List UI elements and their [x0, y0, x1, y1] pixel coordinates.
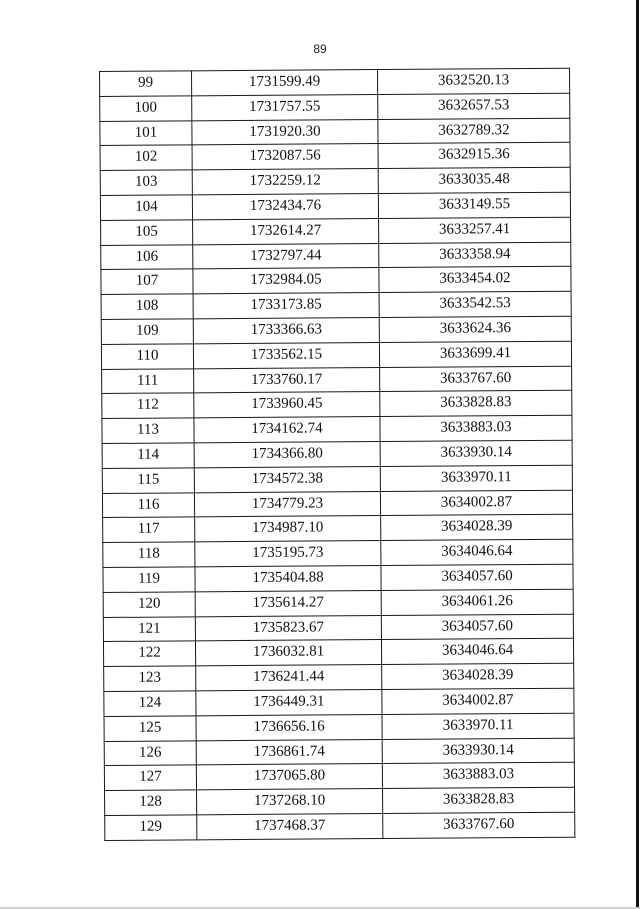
table-row: [100, 118, 570, 146]
table-row: [105, 787, 575, 815]
point-number-cell: 123: [104, 666, 196, 691]
point-number-cell: 128: [105, 790, 197, 815]
point-number-cell: 127: [104, 765, 196, 790]
coordinate-table: [99, 68, 575, 841]
point-number-cell: 108: [101, 294, 193, 319]
point-number-cell: 114: [102, 443, 194, 468]
x-coordinate-cell: 1736861.74: [196, 739, 382, 765]
x-coordinate-cell: 1736032.81: [195, 640, 381, 666]
table-row: [100, 192, 570, 220]
y-coordinate-cell: 3632789.32: [378, 118, 570, 144]
x-coordinate-cell: 1737468.37: [197, 813, 383, 839]
y-coordinate-cell: 3633257.41: [379, 217, 571, 243]
x-coordinate-cell: 1735195.73: [195, 541, 381, 567]
y-coordinate-cell: 3634061.26: [381, 589, 573, 615]
point-number-cell: 115: [102, 468, 194, 493]
x-coordinate-cell: 1735404.88: [195, 565, 381, 591]
y-coordinate-cell: 3633149.55: [378, 192, 570, 218]
point-number-cell: 100: [100, 96, 192, 121]
table-row: [102, 465, 572, 493]
x-coordinate-cell: 1737268.10: [197, 789, 383, 815]
x-coordinate-cell: 1732434.76: [192, 194, 378, 220]
point-number-cell: 102: [100, 145, 192, 170]
y-coordinate-cell: 3632520.13: [377, 68, 569, 94]
point-number-cell: 111: [102, 368, 194, 393]
table-row: [100, 93, 570, 121]
y-coordinate-cell: 3633454.02: [379, 267, 571, 293]
point-number-cell: 118: [103, 542, 195, 567]
y-coordinate-cell: 3633767.60: [380, 366, 572, 392]
x-coordinate-cell: 1734366.80: [194, 441, 380, 467]
table-row: [101, 341, 571, 369]
point-number-cell: 101: [100, 120, 192, 145]
y-coordinate-cell: 3634046.64: [381, 539, 573, 565]
point-number-cell: 122: [103, 641, 195, 666]
x-coordinate-cell: 1733562.15: [193, 342, 379, 368]
point-number-cell: 105: [101, 220, 193, 245]
point-number-cell: 124: [104, 691, 196, 716]
y-coordinate-cell: 3633970.11: [382, 713, 574, 739]
x-coordinate-cell: 1736656.16: [196, 714, 382, 740]
point-number-cell: 120: [103, 592, 195, 617]
y-coordinate-cell: 3633767.60: [383, 812, 575, 838]
x-coordinate-cell: 1732797.44: [193, 243, 379, 269]
x-coordinate-cell: 1733366.63: [193, 318, 379, 344]
x-coordinate-cell: 1731757.55: [192, 94, 378, 120]
table-row: [104, 713, 574, 741]
x-coordinate-cell: 1734779.23: [194, 491, 380, 517]
table-row: [103, 539, 573, 567]
table-row: [100, 68, 570, 96]
y-coordinate-cell: 3633970.11: [380, 465, 572, 491]
x-coordinate-cell: 1736449.31: [196, 689, 382, 715]
table-row: [103, 564, 573, 592]
point-number-cell: 126: [104, 740, 196, 765]
table-row: [101, 291, 571, 319]
page-number: 89: [313, 42, 327, 56]
x-coordinate-cell: 1731599.49: [192, 70, 378, 96]
x-coordinate-cell: 1736241.44: [196, 665, 382, 691]
x-coordinate-cell: 1733960.45: [194, 392, 380, 418]
x-coordinate-cell: 1734572.38: [194, 466, 380, 492]
point-number-cell: 110: [101, 344, 193, 369]
y-coordinate-cell: 3634046.64: [381, 639, 573, 665]
table-row: [102, 391, 572, 419]
x-coordinate-cell: 1734987.10: [195, 516, 381, 542]
table-row: [100, 167, 570, 195]
table-row: [101, 217, 571, 245]
point-number-cell: 109: [101, 319, 193, 344]
table-row: [103, 639, 573, 667]
x-coordinate-cell: 1733173.85: [193, 293, 379, 319]
point-number-cell: 129: [105, 815, 197, 840]
y-coordinate-cell: 3633883.03: [380, 415, 572, 441]
table-row: [103, 589, 573, 617]
table-row: [105, 812, 575, 840]
y-coordinate-cell: 3633035.48: [378, 167, 570, 193]
table-row: [102, 366, 572, 394]
scan-edge-right: [636, 0, 639, 909]
x-coordinate-cell: 1732259.12: [192, 169, 378, 195]
table-row: [103, 515, 573, 543]
point-number-cell: 113: [102, 418, 194, 443]
y-coordinate-cell: 3634028.39: [382, 663, 574, 689]
point-number-cell: 107: [101, 269, 193, 294]
x-coordinate-cell: 1732087.56: [192, 144, 378, 170]
coordinate-table-body: [100, 68, 575, 840]
y-coordinate-cell: 3634002.87: [380, 490, 572, 516]
point-number-cell: 99: [100, 71, 192, 96]
x-coordinate-cell: 1732614.27: [193, 218, 379, 244]
y-coordinate-cell: 3634057.60: [381, 614, 573, 640]
table-row: [102, 415, 572, 443]
y-coordinate-cell: 3633883.03: [382, 763, 574, 789]
table-row: [103, 614, 573, 642]
y-coordinate-cell: 3634057.60: [381, 564, 573, 590]
point-number-cell: 103: [100, 170, 192, 195]
y-coordinate-cell: 3633930.14: [382, 738, 574, 764]
y-coordinate-cell: 3633624.36: [379, 316, 571, 342]
x-coordinate-cell: 1735823.67: [195, 615, 381, 641]
table-row: [100, 143, 570, 171]
table-row: [102, 440, 572, 468]
y-coordinate-cell: 3633828.83: [383, 787, 575, 813]
x-coordinate-cell: 1731920.30: [192, 119, 378, 145]
x-coordinate-cell: 1737065.80: [196, 764, 382, 790]
x-coordinate-cell: 1735614.27: [195, 590, 381, 616]
point-number-cell: 125: [104, 716, 196, 741]
x-coordinate-cell: 1734162.74: [194, 417, 380, 443]
y-coordinate-cell: 3632657.53: [378, 93, 570, 119]
table-row: [104, 738, 574, 766]
table-row: [104, 763, 574, 791]
table-row: [104, 688, 574, 716]
table-row: [101, 267, 571, 295]
point-number-cell: 117: [103, 517, 195, 542]
table-row: [101, 242, 571, 270]
y-coordinate-cell: 3633358.94: [379, 242, 571, 268]
y-coordinate-cell: 3633828.83: [380, 391, 572, 417]
point-number-cell: 116: [102, 492, 194, 517]
coordinate-table-container: [99, 68, 574, 841]
point-number-cell: 104: [100, 195, 192, 220]
point-number-cell: 106: [101, 244, 193, 269]
y-coordinate-cell: 3633930.14: [380, 440, 572, 466]
table-row: [104, 663, 574, 691]
table-row: [101, 316, 571, 344]
y-coordinate-cell: 3633542.53: [379, 291, 571, 317]
y-coordinate-cell: 3634028.39: [381, 515, 573, 541]
y-coordinate-cell: 3632915.36: [378, 143, 570, 169]
point-number-cell: 119: [103, 567, 195, 592]
point-number-cell: 121: [103, 616, 195, 641]
point-number-cell: 112: [102, 393, 194, 418]
x-coordinate-cell: 1732984.05: [193, 268, 379, 294]
x-coordinate-cell: 1733760.17: [194, 367, 380, 393]
table-row: [102, 490, 572, 518]
y-coordinate-cell: 3633699.41: [379, 341, 571, 367]
y-coordinate-cell: 3634002.87: [382, 688, 574, 714]
